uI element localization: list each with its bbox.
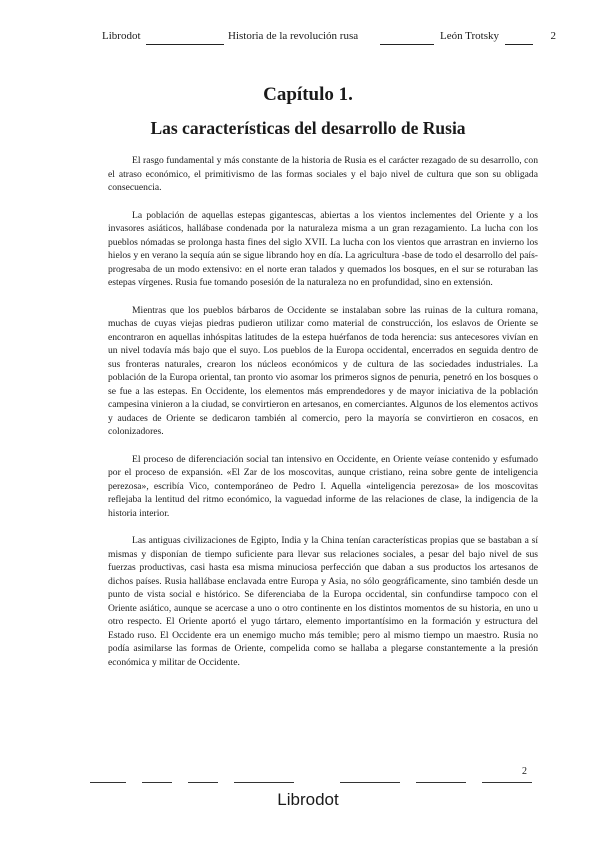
paragraph: El rasgo fundamental y más constante de la historia de Rusia es el carácter rezagado de su desarrollo, con el atraso económico, el primitivismo de las formas sociales y el bajo nivel de cultura que son su obligada consecuencia.	[108, 155, 538, 193]
paragraph: El proceso de diferenciación social tan intensivo en Occidente, en Oriente veíase contenido y esfumado por el proceso de expansión. «El Zar de los moscovitas, aunque cristiano, reina sobre gente de inteligencia perezosa», escribía Vico, contemporáneo de Pedro I. Aquella «inteligencia perezosa» de los moscovitas reflejaba la lentitud del ritmo económico, la vaguedad informe de las relaciones de clase, la indigencia de la historia interior.	[108, 453, 538, 519]
page-header	[100, 30, 556, 48]
body-text	[108, 154, 538, 683]
header-page-number: 2	[550, 30, 556, 42]
chapter-title: Las características del desarrollo de Rusia	[150, 118, 466, 138]
header-rule	[380, 44, 434, 45]
chapter-number: Capítulo 1.	[263, 84, 353, 105]
paragraph: Mientras que los pueblos bárbaros de Occidente se instalaban sobre las ruinas de la cultura romana, muchas de cuyas viejas piedras pudieron utilizar como material de construcción, los eslavos de Oriente se encontraron en aquellas inhóspitas latitudes de la estepa huérfanos de toda herencia: sus antecesores vivían en un nivel todavía más bajo que el suyo. Los pueblos de la Europa occidental, encerrados en seguida dentro de sus fronteras naturales, crearon los núcleos económicos y de cultura de las sociedades industriales. La población de la Europa oriental, tan pronto vio asomar los primeros signos de penuria, penetró en los bosques o se fue a las estepas. En Occidente, los elementos más emprendedores y de mayor iniciativa de la población campesina vinieron a la ciudad, se convirtieron en artesanos, en comerciantes. Algunos de los elementos activos y audaces de Oriente se dedicaron también al comercio, pero la mayoría se convirtieron en cosacos, en colonizadores.	[108, 304, 538, 437]
footer-brand: Librodot	[277, 790, 339, 809]
paragraph: Las antiguas civilizaciones de Egipto, India y la China tenían características propias que se bastaban a sí mismas y disponían de tiempo suficiente para llevar sus relaciones sociales, a pesar del bajo nivel de sus fuerzas productivas, casi hasta esa misma minuciosa perfección que daban a sus productos los artesanos de dichos países. Rusia hallábase enclavada entre Europa y Asia, no sólo geográficamente, sino también desde un punto de vista social e histórico. Se diferenciaba de la Europa occidental, sin confundirse tampoco con el Oriente asiático, aunque se acercase a uno o otro continente en los distintos momentos de su historia, en uno u otro respecto. El Oriente aportó el yugo tártaro, elemento importantísimo en la formación y estructura del Estado ruso. El Occidente era un enemigo mucho más temible; pero al mismo tiempo un maestro. Rusia no podía asimilarse las formas de Oriente, compelida como se hallaba a plegarse constantemente a la presión económica y militar de Occidente.	[108, 535, 538, 668]
footer-page-number: 2	[522, 766, 527, 777]
header-rule	[505, 44, 533, 45]
footer-rule	[90, 782, 540, 783]
header-source: Librodot	[102, 30, 141, 42]
paragraph: La población de aquellas estepas gigantescas, abiertas a los vientos inclementes del Oriente y a los invasores asiáticos, hallábase condenada por la naturaleza misma a un gran rezagamiento. La lucha con los pueblos nómadas se prolonga hasta fines del siglo XVII. La lucha con los vientos que arrastran en invierno los hielos y en verano la sequía aún se sigue librando hoy en día. La agricultura -base de todo el desarrollo del país- progresaba de un modo extensivo: en el norte eran talados y quemados los bosques, en el sur se roturaban las estepas vírgenes. Rusia fue tomando posesión de la naturaleza no en profundidad, sino en extensión.	[108, 209, 538, 288]
header-book-title: Historia de la revolución rusa	[228, 30, 359, 42]
header-author: León Trotsky	[440, 30, 499, 42]
header-rule	[146, 44, 224, 45]
